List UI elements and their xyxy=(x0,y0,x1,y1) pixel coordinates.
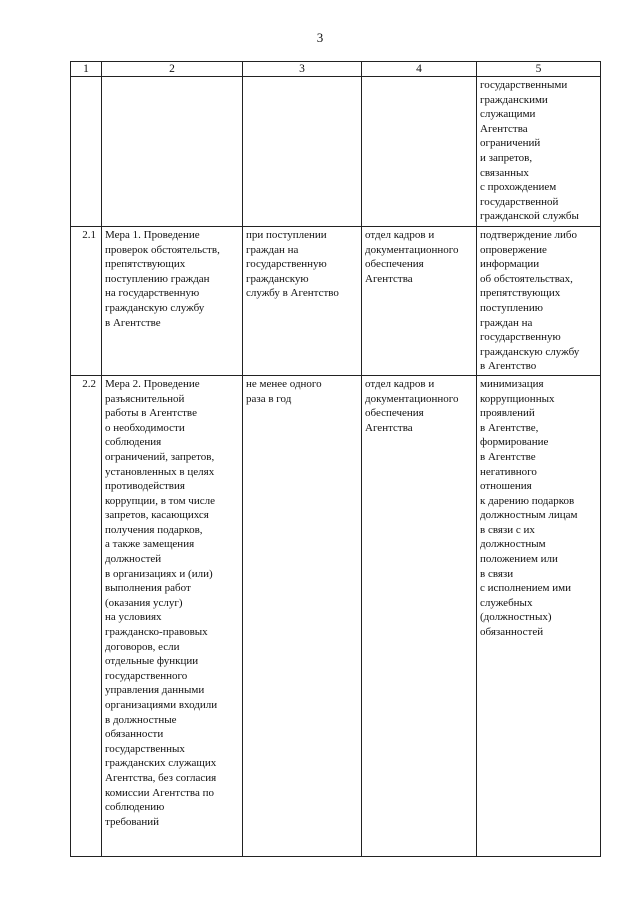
measure-cell xyxy=(102,77,243,227)
result-cell: государственными гражданскими служащими Агентства ограничений и запретов, связанных с прохождением государственной гражданской службы xyxy=(477,77,601,227)
page-number: 3 xyxy=(316,30,324,45)
column-header-1: 1 xyxy=(71,62,102,77)
measure-cell: Мера 1. Проведение проверок обстоятельств, препятствующих поступлению граждан на государственную гражданскую службу в Агентстве xyxy=(102,227,243,376)
responsible-cell xyxy=(362,77,477,227)
deadline-cell xyxy=(243,77,362,227)
responsible-cell: отдел кадров и документационного обеспечения Агентства xyxy=(362,375,477,856)
table-row-2-1 xyxy=(71,227,601,376)
result-cell: подтверждение либо опровержение информации об обстоятельствах, препятствующих поступлению граждан на государственную гражданскую службу в Агентство xyxy=(477,227,601,376)
column-header-2: 2 xyxy=(102,62,243,77)
deadline-cell: не менее одного раза в год xyxy=(243,375,362,856)
column-header-4: 4 xyxy=(362,62,477,77)
deadline-cell: при поступлении граждан на государственную гражданскую службу в Агентство xyxy=(243,227,362,376)
row-number xyxy=(71,77,102,227)
column-header-3: 3 xyxy=(243,62,362,77)
row-number: 2.2 xyxy=(71,375,102,856)
measures-table xyxy=(70,61,601,857)
responsible-cell: отдел кадров и документационного обеспечения Агентства xyxy=(362,227,477,376)
result-cell: минимизация коррупционных проявлений в Агентстве, формирование в Агентстве негативного отношения к дарению подарков должностным лицам в связи с их должностным положением или в связи с исполнением ими служебных (должностных) обязанностей xyxy=(477,375,601,856)
row-number: 2.1 xyxy=(71,227,102,376)
table-row-continuation xyxy=(71,77,601,227)
measure-cell: Мера 2. Проведение разъяснительной работы в Агентстве о необходимости соблюдения ограничений, запретов, установленных в целях противодействия коррупции, в том числе запретов, касающихся получения подарков, а также замещения должностей в организациях и (или) выполнения работ (оказания услуг) на условиях гражданско-правовых договоров, если отдельные функции государственного управления данными организациями входили в должностные обязанности государственных гражданских служащих Агентства, без согласия комиссии Агентства по соблюдению требований xyxy=(102,375,243,856)
table-row-2-2 xyxy=(71,375,601,856)
table-header-row xyxy=(71,62,601,77)
column-header-5: 5 xyxy=(477,62,601,77)
